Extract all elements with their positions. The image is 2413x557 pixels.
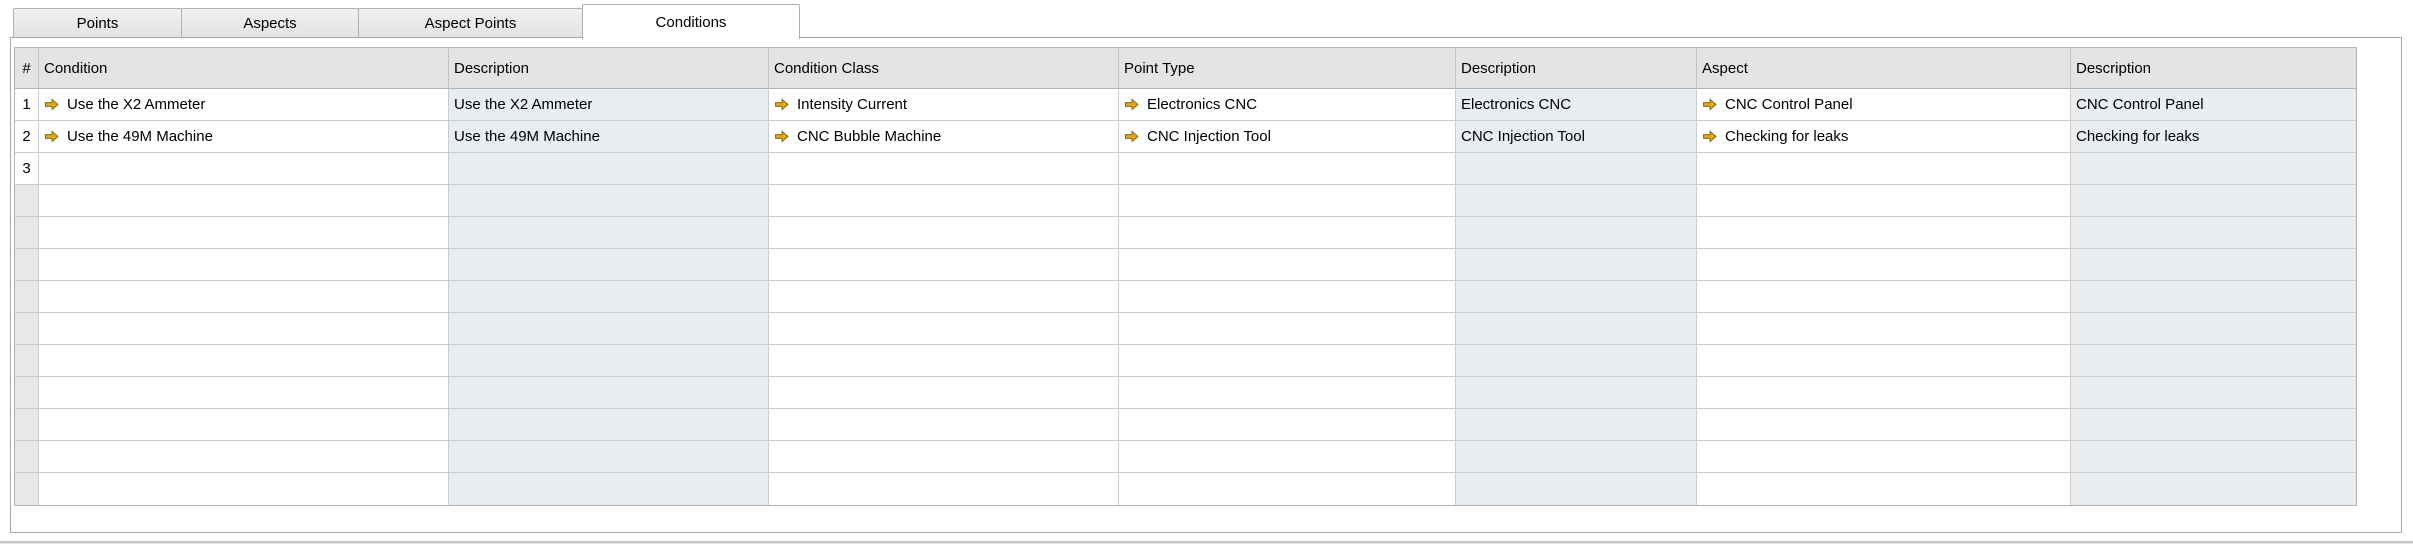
cell-aspect[interactable] <box>1697 473 2071 505</box>
column-header-condition_class[interactable] <box>769 48 1119 89</box>
column-header-label: Aspect <box>1702 59 1748 77</box>
cell-point_type[interactable] <box>1119 473 1456 505</box>
tab-bar <box>13 0 799 37</box>
column-header-label: Condition <box>44 59 108 77</box>
cell-point_type[interactable] <box>1119 185 1456 217</box>
arrow-right-icon <box>1702 98 1718 111</box>
cell-description3[interactable] <box>2071 89 2356 121</box>
arrow-right-icon <box>1124 98 1140 111</box>
cell-text: 1 <box>22 96 31 113</box>
cell-aspect[interactable] <box>1697 121 2071 153</box>
column-header-description2[interactable] <box>1456 48 1697 89</box>
cell-condition[interactable] <box>39 441 449 473</box>
cell-condition_class[interactable] <box>769 313 1119 345</box>
cell-text: Use the X2 Ammeter <box>454 96 593 113</box>
column-header-label: Condition Class <box>774 59 880 77</box>
cell-condition[interactable] <box>39 345 449 377</box>
cell-description1[interactable] <box>449 345 769 377</box>
column-header-num[interactable] <box>15 48 39 89</box>
row-number-cell[interactable] <box>15 313 39 345</box>
row-number-cell[interactable] <box>15 409 39 441</box>
cell-condition[interactable] <box>39 153 449 185</box>
cell-description3[interactable] <box>2071 185 2356 217</box>
cell-aspect[interactable] <box>1697 409 2071 441</box>
column-header-description3[interactable] <box>2071 48 2356 89</box>
row-number-cell[interactable] <box>15 281 39 313</box>
cell-text: Electronics CNC <box>1147 96 1258 113</box>
cell-description1[interactable] <box>449 441 769 473</box>
cell-point_type[interactable] <box>1119 249 1456 281</box>
table-row <box>15 377 2356 409</box>
cell-description3[interactable] <box>2071 217 2356 249</box>
column-header-description1[interactable] <box>449 48 769 89</box>
cell-aspect[interactable] <box>1697 281 2071 313</box>
cell-description2[interactable] <box>1456 409 1697 441</box>
cell-description3[interactable] <box>2071 409 2356 441</box>
cell-text: Use the 49M Machine <box>454 128 600 145</box>
cell-condition_class[interactable] <box>769 441 1119 473</box>
cell-condition_class[interactable] <box>769 153 1119 185</box>
column-header-label: Description <box>454 59 530 77</box>
cell-description2[interactable] <box>1456 185 1697 217</box>
cell-aspect[interactable] <box>1697 377 2071 409</box>
cell-text: Checking for leaks <box>1725 128 1849 145</box>
table-row <box>15 121 2356 153</box>
cell-text: CNC Control Panel <box>1725 96 1853 113</box>
cell-aspect[interactable] <box>1697 217 2071 249</box>
arrow-right-icon <box>1702 130 1718 143</box>
cell-aspect[interactable] <box>1697 89 2071 121</box>
cell-description2[interactable] <box>1456 249 1697 281</box>
column-header-point_type[interactable] <box>1119 48 1456 89</box>
column-header-label: Point Type <box>1124 59 1195 77</box>
cell-condition[interactable] <box>39 313 449 345</box>
cell-point_type[interactable] <box>1119 153 1456 185</box>
table-row <box>15 89 2356 121</box>
cell-condition[interactable] <box>39 89 449 121</box>
column-header-label: Description <box>1461 59 1537 77</box>
cell-text: Use the 49M Machine <box>67 128 213 145</box>
column-header-label: # <box>22 59 31 77</box>
cell-text: Use the X2 Ammeter <box>67 96 206 113</box>
cell-description2[interactable] <box>1456 473 1697 505</box>
cell-description2[interactable] <box>1456 281 1697 313</box>
tab-conditions[interactable]: Conditions <box>582 4 800 39</box>
cell-aspect[interactable] <box>1697 153 2071 185</box>
cell-description2[interactable] <box>1456 89 1697 121</box>
row-number-cell[interactable] <box>15 441 39 473</box>
cell-point_type[interactable] <box>1119 409 1456 441</box>
cell-condition[interactable] <box>39 249 449 281</box>
cell-point_type[interactable] <box>1119 441 1456 473</box>
table-row <box>15 249 2356 281</box>
row-number-cell[interactable] <box>15 185 39 217</box>
row-number-cell[interactable] <box>15 377 39 409</box>
cell-point_type[interactable] <box>1119 313 1456 345</box>
cell-description3[interactable] <box>2071 473 2356 505</box>
cell-condition[interactable] <box>39 409 449 441</box>
arrow-right-icon <box>774 98 790 111</box>
table-row <box>15 313 2356 345</box>
cell-point_type[interactable] <box>1119 377 1456 409</box>
tab-points[interactable]: Points <box>13 8 182 37</box>
conditions-table <box>14 47 2357 506</box>
cell-text: 3 <box>22 160 31 177</box>
cell-point_type[interactable] <box>1119 121 1456 153</box>
column-header-aspect[interactable] <box>1697 48 2071 89</box>
cell-condition[interactable] <box>39 217 449 249</box>
cell-description3[interactable] <box>2071 281 2356 313</box>
cell-text: CNC Bubble Machine <box>797 128 942 145</box>
table-row <box>15 441 2356 473</box>
cell-aspect[interactable] <box>1697 313 2071 345</box>
cell-description2[interactable] <box>1456 377 1697 409</box>
arrow-right-icon <box>774 130 790 143</box>
cell-point_type[interactable] <box>1119 345 1456 377</box>
row-number-cell[interactable] <box>15 249 39 281</box>
cell-condition_class[interactable] <box>769 217 1119 249</box>
table-row <box>15 281 2356 313</box>
cell-description3[interactable] <box>2071 345 2356 377</box>
cell-description1[interactable] <box>449 217 769 249</box>
arrow-right-icon <box>1124 130 1140 143</box>
cell-description3[interactable] <box>2071 313 2356 345</box>
column-header-label: Description <box>2076 59 2152 77</box>
table-row <box>15 185 2356 217</box>
cell-point_type[interactable] <box>1119 89 1456 121</box>
horizontal-divider <box>0 541 2413 544</box>
cell-aspect[interactable] <box>1697 441 2071 473</box>
row-number-cell[interactable] <box>15 121 39 153</box>
arrow-right-icon <box>44 98 60 111</box>
cell-condition_class[interactable] <box>769 89 1119 121</box>
cell-condition[interactable] <box>39 185 449 217</box>
cell-text: CNC Injection Tool <box>1461 128 1585 145</box>
cell-description1[interactable] <box>449 89 769 121</box>
cell-condition[interactable] <box>39 377 449 409</box>
table-row <box>15 409 2356 441</box>
table-row <box>15 153 2356 185</box>
cell-aspect[interactable] <box>1697 185 2071 217</box>
cell-description1[interactable] <box>449 153 769 185</box>
cell-description2[interactable] <box>1456 153 1697 185</box>
row-number-cell[interactable] <box>15 473 39 505</box>
cell-aspect[interactable] <box>1697 345 2071 377</box>
cell-aspect[interactable] <box>1697 249 2071 281</box>
cell-description3[interactable] <box>2071 153 2356 185</box>
cell-description1[interactable] <box>449 281 769 313</box>
cell-description2[interactable] <box>1456 121 1697 153</box>
cell-description2[interactable] <box>1456 217 1697 249</box>
cell-condition_class[interactable] <box>769 185 1119 217</box>
cell-description3[interactable] <box>2071 441 2356 473</box>
row-number-cell[interactable] <box>15 345 39 377</box>
cell-description3[interactable] <box>2071 121 2356 153</box>
cell-condition[interactable] <box>39 281 449 313</box>
cell-text: CNC Control Panel <box>2076 96 2204 113</box>
row-number-cell[interactable] <box>15 217 39 249</box>
cell-condition_class[interactable] <box>769 473 1119 505</box>
cell-text: Intensity Current <box>797 96 908 113</box>
cell-description1[interactable] <box>449 377 769 409</box>
column-header-condition[interactable] <box>39 48 449 89</box>
table-header-row <box>15 48 2356 89</box>
cell-description2[interactable] <box>1456 345 1697 377</box>
cell-condition[interactable] <box>39 473 449 505</box>
cell-description3[interactable] <box>2071 377 2356 409</box>
cell-description1[interactable] <box>449 185 769 217</box>
cell-condition[interactable] <box>39 121 449 153</box>
cell-description1[interactable] <box>449 313 769 345</box>
table-row <box>15 345 2356 377</box>
tab-aspects[interactable]: Aspects <box>181 8 359 37</box>
cell-description1[interactable] <box>449 473 769 505</box>
table-row <box>15 473 2356 505</box>
table-row <box>15 217 2356 249</box>
cell-text: CNC Injection Tool <box>1147 128 1271 145</box>
cell-point_type[interactable] <box>1119 281 1456 313</box>
cell-text: 2 <box>22 128 31 145</box>
cell-condition_class[interactable] <box>769 345 1119 377</box>
cell-description1[interactable] <box>449 409 769 441</box>
cell-description1[interactable] <box>449 249 769 281</box>
cell-description1[interactable] <box>449 121 769 153</box>
cell-text: Checking for leaks <box>2076 128 2200 145</box>
arrow-right-icon <box>44 130 60 143</box>
tab-aspect-points[interactable]: Aspect Points <box>358 8 583 37</box>
cell-text: Electronics CNC <box>1461 96 1572 113</box>
cell-description3[interactable] <box>2071 249 2356 281</box>
cell-condition_class[interactable] <box>769 281 1119 313</box>
cell-condition_class[interactable] <box>769 121 1119 153</box>
cell-condition_class[interactable] <box>769 377 1119 409</box>
cell-condition_class[interactable] <box>769 409 1119 441</box>
cell-condition_class[interactable] <box>769 249 1119 281</box>
cell-description2[interactable] <box>1456 313 1697 345</box>
cell-description2[interactable] <box>1456 441 1697 473</box>
row-number-cell[interactable] <box>15 89 39 121</box>
row-number-cell[interactable] <box>15 153 39 185</box>
cell-point_type[interactable] <box>1119 217 1456 249</box>
